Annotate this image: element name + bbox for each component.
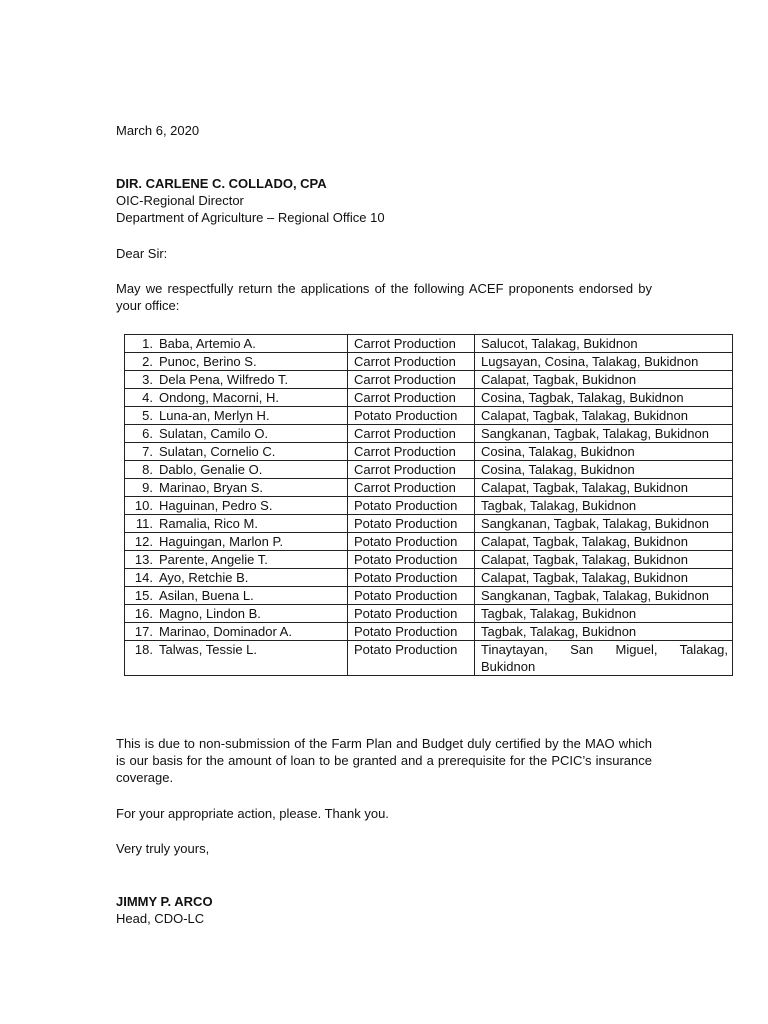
project-cell: Potato Production	[348, 623, 475, 641]
table-row	[125, 587, 733, 605]
proponent-name: Talwas, Tessie L.	[159, 642, 258, 657]
location-cell: Tagbak, Talakag, Bukidnon	[475, 497, 733, 515]
location-cell: Tagbak, Talakag, Bukidnon	[475, 623, 733, 641]
proponent-name-cell	[125, 335, 348, 353]
location-cell: Salucot, Talakag, Bukidnon	[475, 335, 733, 353]
location-cell: Sangkanan, Tagbak, Talakag, Bukidnon	[475, 515, 733, 533]
proponent-name-cell	[125, 425, 348, 443]
location-cell: Calapat, Tagbak, Talakag, Bukidnon	[475, 569, 733, 587]
proponent-name: Magno, Lindon B.	[159, 606, 261, 621]
table-row	[125, 335, 733, 353]
proponent-name: Dela Pena, Wilfredo T.	[159, 372, 289, 387]
proponent-name: Sulatan, Camilo O.	[159, 426, 269, 441]
proponent-name-cell	[125, 479, 348, 497]
proponent-name: Asilan, Buena L.	[159, 588, 254, 603]
proponent-name: Marinao, Dominador A.	[159, 624, 292, 639]
table-row	[125, 371, 733, 389]
signatory-name: JIMMY P. ARCO	[116, 894, 213, 909]
row-number: 4.	[142, 390, 153, 405]
salutation: Dear Sir:	[116, 246, 168, 261]
location-cell: Tinaytayan, San Miguel, Talakag, Bukidnon	[475, 641, 733, 676]
table-row	[125, 515, 733, 533]
row-number: 15.	[134, 588, 153, 603]
project-cell: Carrot Production	[348, 461, 475, 479]
row-number: 2.	[142, 354, 153, 369]
proponent-name-cell	[125, 605, 348, 623]
location-cell: Tagbak, Talakag, Bukidnon	[475, 605, 733, 623]
proponent-name: Ondong, Macorni, H.	[159, 390, 279, 405]
table-row	[125, 407, 733, 425]
row-number: 16.	[134, 606, 153, 621]
table-row	[125, 605, 733, 623]
signatory-title: Head, CDO-LC	[116, 911, 205, 926]
proponent-name-cell	[125, 533, 348, 551]
row-number: 6.	[142, 426, 153, 441]
proponent-name: Parente, Angelie T.	[159, 552, 268, 567]
table-row	[125, 497, 733, 515]
project-cell: Carrot Production	[348, 443, 475, 461]
location-cell: Calapat, Tagbak, Bukidnon	[475, 371, 733, 389]
project-cell: Potato Production	[348, 587, 475, 605]
location-cell: Calapat, Tagbak, Talakag, Bukidnon	[475, 533, 733, 551]
proponents-table	[124, 334, 733, 676]
letter-date: March 6, 2020	[116, 123, 200, 138]
row-number: 11.	[135, 516, 153, 531]
project-cell: Carrot Production	[348, 371, 475, 389]
proponent-name: Dablo, Genalie O.	[159, 462, 263, 477]
proponent-name-cell	[125, 461, 348, 479]
proponent-name-cell	[125, 353, 348, 371]
table-row	[125, 479, 733, 497]
project-cell: Potato Production	[348, 497, 475, 515]
reason-paragraph: This is due to non-submission of the Farm Plan and Budget duly certified by the MAO which is our basis for the amount of loan to be granted and a prerequisite for the PCIC’s insurance coverage.	[116, 736, 652, 785]
row-number: 13.	[134, 552, 153, 567]
project-cell: Potato Production	[348, 551, 475, 569]
table-row	[125, 641, 733, 676]
project-cell: Carrot Production	[348, 353, 475, 371]
proponent-name-cell	[125, 551, 348, 569]
table-row	[125, 551, 733, 569]
project-cell: Potato Production	[348, 569, 475, 587]
row-number: 14.	[134, 570, 153, 585]
proponent-name-cell	[125, 371, 348, 389]
recipient-office: Department of Agriculture – Regional Office 10	[116, 210, 385, 225]
row-number: 17.	[134, 624, 153, 639]
recipient-name: DIR. CARLENE C. COLLADO, CPA	[116, 176, 327, 191]
row-number: 7.	[142, 444, 153, 459]
proponent-name-cell	[125, 641, 348, 676]
project-cell: Carrot Production	[348, 335, 475, 353]
closing: Very truly yours,	[116, 841, 210, 856]
location-cell: Calapat, Tagbak, Talakag, Bukidnon	[475, 551, 733, 569]
proponent-name: Luna-an, Merlyn H.	[159, 408, 270, 423]
proponent-name-cell	[125, 443, 348, 461]
location-cell: Sangkanan, Tagbak, Talakag, Bukidnon	[475, 425, 733, 443]
proponent-name: Ayo, Retchie B.	[159, 570, 249, 585]
row-number: 1.	[142, 336, 153, 351]
table-row	[125, 623, 733, 641]
project-cell: Potato Production	[348, 407, 475, 425]
location-cell: Calapat, Tagbak, Talakag, Bukidnon	[475, 479, 733, 497]
proponent-name: Sulatan, Cornelio C.	[159, 444, 276, 459]
signature-block	[116, 893, 213, 927]
project-cell: Carrot Production	[348, 425, 475, 443]
row-number: 12.	[134, 534, 153, 549]
location-cell: Calapat, Tagbak, Talakag, Bukidnon	[475, 407, 733, 425]
row-number: 9.	[142, 480, 153, 495]
proponent-name-cell	[125, 389, 348, 407]
project-cell: Potato Production	[348, 605, 475, 623]
proponent-name-cell	[125, 497, 348, 515]
row-number: 3.	[142, 372, 153, 387]
row-number: 10.	[134, 498, 153, 513]
proponent-name-cell	[125, 515, 348, 533]
proponent-name: Haguingan, Marlon P.	[159, 534, 284, 549]
recipient-block	[116, 175, 385, 226]
proponent-name-cell	[125, 569, 348, 587]
proponent-name: Haguinan, Pedro S.	[159, 498, 273, 513]
proponent-name: Baba, Artemio A.	[159, 336, 256, 351]
project-cell: Carrot Production	[348, 479, 475, 497]
intro-paragraph: May we respectfully return the applications of the following ACEF proponents endorsed by your office:	[116, 281, 652, 313]
location-cell: Cosina, Talakag, Bukidnon	[475, 461, 733, 479]
location-cell: Sangkanan, Tagbak, Talakag, Bukidnon	[475, 587, 733, 605]
project-cell: Potato Production	[348, 533, 475, 551]
location-cell: Cosina, Talakag, Bukidnon	[475, 443, 733, 461]
proponent-name: Ramalia, Rico M.	[159, 516, 258, 531]
table-row	[125, 389, 733, 407]
proponent-name-cell	[125, 587, 348, 605]
table-row	[125, 353, 733, 371]
table-row	[125, 461, 733, 479]
row-number: 5.	[142, 408, 153, 423]
recipient-title: OIC-Regional Director	[116, 193, 244, 208]
table-row	[125, 443, 733, 461]
proponent-name-cell	[125, 407, 348, 425]
table-row	[125, 569, 733, 587]
proponent-name: Punoc, Berino S.	[159, 354, 257, 369]
location-cell: Cosina, Tagbak, Talakag, Bukidnon	[475, 389, 733, 407]
project-cell: Potato Production	[348, 641, 475, 676]
table-row	[125, 533, 733, 551]
action-paragraph: For your appropriate action, please. Thank you.	[116, 806, 389, 821]
project-cell: Carrot Production	[348, 389, 475, 407]
project-cell: Potato Production	[348, 515, 475, 533]
table-row	[125, 425, 733, 443]
row-number: 8.	[142, 462, 153, 477]
proponent-name-cell	[125, 623, 348, 641]
proponent-name: Marinao, Bryan S.	[159, 480, 264, 495]
location-cell: Lugsayan, Cosina, Talakag, Bukidnon	[475, 353, 733, 371]
row-number: 18.	[134, 642, 153, 657]
